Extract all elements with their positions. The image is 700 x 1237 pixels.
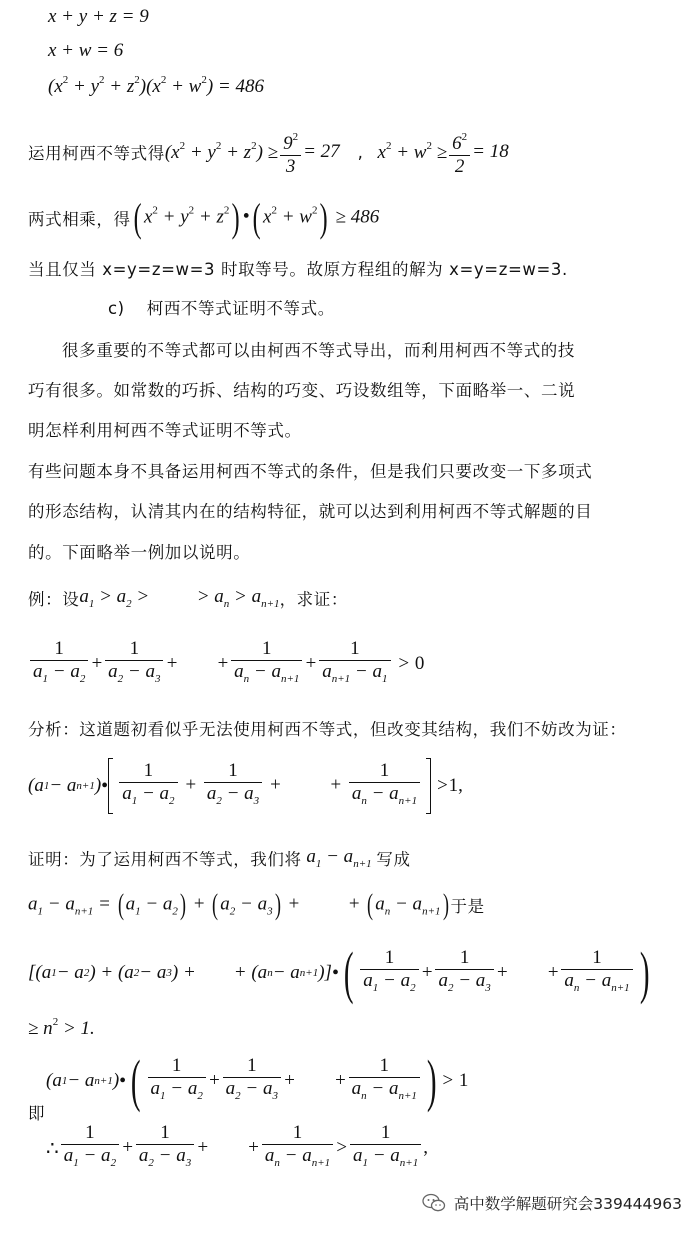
para1-line-1: 很多重要的不等式都可以由柯西不等式导出，而利用柯西不等式的技 (62, 341, 575, 360)
para1-line-2: 巧有很多。如常数的巧拆、结构的巧变、巧设数组等，下面略举一、二说 (28, 381, 576, 400)
decomposition-line: $a_1 - a_{n+1}$ = ( $a_1 - a_2$) + ( $a_2 - a_3$) + + ( $a_n - a_{n+1}$) 于是 (28, 888, 485, 921)
n-squared-line: ≥ $n^2 > 1$. (28, 1016, 95, 1039)
analysis-line: 分析：这道题初看似乎无法使用柯西不等式，但改变其结构，我们不妨改为证： (28, 720, 627, 739)
watermark-text: 高中数学解题研究会339444963 (453, 1195, 682, 1213)
therefore-line: ∴ $\frac{1}{a_1 - a_2}$ + $\frac{1}{a_2 - a_3}$ + + $\frac{1}{a_n - a_{n+1}}$ > $\frac{1}{a_1 - a_{n+1}}$ , (46, 1122, 428, 1169)
para2-line-3: 的。下面略举一例加以说明。 (28, 543, 251, 562)
proof-line: 证明：为了运用柯西不等式，我们将 $a_1 - a_{n+1}$ 写成 (28, 846, 411, 870)
fraction-6sq-over-2: $\frac{6^2}{2}$ (449, 126, 470, 178)
cauchy-apply-prefix: 运用柯西不等式得 (28, 144, 165, 163)
para1-line-3: 明怎样利用柯西不等式证明不等式。 (28, 421, 302, 440)
equality-line: 当且仅当 x=y=z=w=3 时取等号。故原方程组的解为 x=y=z=w=3. (28, 260, 568, 279)
analysis-inequality: (a 1 − a n+1 ) • $\frac{1}{a_1 - a_2}$ + $\frac{1}{a_2 - a_3}$ + + $\frac{1}{a_n - a_{n+1}}$ > 1, (28, 758, 463, 814)
cauchy-product-line: [(a 1 − a 2 ) + (a 2 − a 3 ) + + (a n − a n+1 )] • ( $\frac{1}{a_1 - a_2}$ + $\frac{1}{a_2 - a_3}$ + + $\frac{1}{a_n - a_{n+1}}$ ) (28, 940, 650, 1005)
cauchy-apply-line: 运用柯西不等式得 $(x^2 + y^2 + z^2)$ ≥ $\frac{9^2}{3}$ = 27 , $x^2 + w^2$ ≥ $\frac{6^2}{2}$ = 18 (28, 126, 509, 178)
example-inequality: $\frac{1}{a_1 - a_2}$ + $\frac{1}{a_2 - a_3}$ + + $\frac{1}{a_n - a_{n+1}}$ + $\frac{1}{a_{n+1} - a_1}$ > 0 (28, 638, 424, 690)
ji-formula: (a 1 − a n+1 ) • ( $\frac{1}{a_1 - a_2}$ + $\frac{1}{a_2 - a_3}$ + + $\frac{1}{a_n - a_{n+1}}$ ) > 1 (46, 1048, 469, 1113)
multiply-line: 两式相乘，得 ( $x^2 + y^2 + z^2$) •( $x^2 + w^2) \ge 486$ (28, 195, 380, 240)
equation-2: x + w = 6 (48, 40, 124, 61)
para2-line-1: 有些问题本身不具备运用柯西不等式的条件，但是我们只要改变一下多项式 (28, 462, 593, 481)
wechat-icon (422, 1192, 446, 1214)
example-line: 例：设 $a_1 > a_2$ > > $a_n > a_{n+1}$ ，求证： (28, 586, 348, 610)
ji-label: 即 (28, 1104, 46, 1123)
watermark (422, 1192, 682, 1214)
para2-line-2: 的形态结构，认清其内在的结构特征，就可以达到利用柯西不等式解题的目 (28, 502, 593, 521)
fraction-9sq-over-3: $\frac{9^2}{3}$ (280, 126, 301, 178)
section-c-heading: c) 柯西不等式证明不等式。 (108, 299, 335, 318)
equation-3: $(x^2 + y^2 + z^2)(x^2 + w^2) = 486$ (48, 74, 264, 97)
equation-1: x + y + z = 9 (48, 6, 149, 27)
